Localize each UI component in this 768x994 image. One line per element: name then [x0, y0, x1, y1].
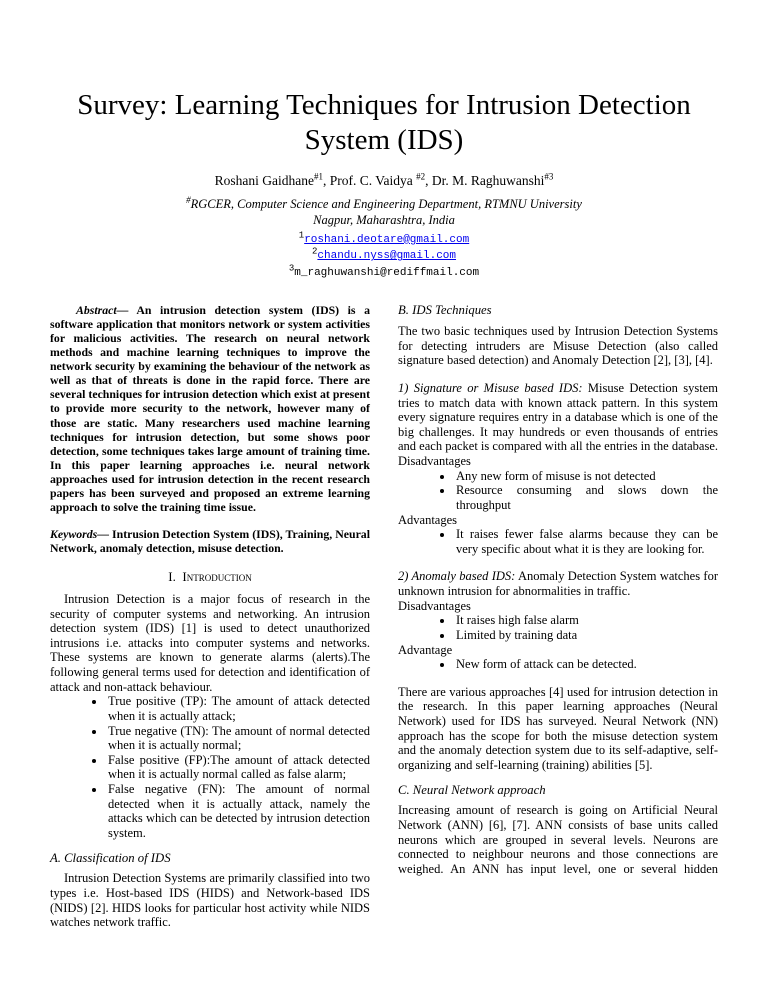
email-footnote-mark: 2: [311, 246, 318, 257]
subsection-heading-classification: A. Classification of IDS: [50, 850, 171, 865]
approaches-paragraph: There are various approaches [4] used for intrusion detection in the research. In this paper learning approaches (Neural Network) used for IDS has surveyed. Neural Network (NN) approach has the scope for both the misuse detection system and the anomaly detection system due to its self-adaptive, self-organizing and self-learning (training) abilities [5].: [398, 684, 718, 772]
abstract-paragraph: [50, 303, 370, 513]
email-footnote-mark: 1: [298, 230, 305, 241]
abstract-label: Abstract—: [76, 303, 129, 318]
disadvantages-label: Disadvantages: [398, 598, 471, 613]
email-link[interactable]: chandu.nyss@gmail.com: [317, 250, 457, 263]
email-line: [50, 232, 718, 249]
signature-disadvantages-list: [398, 469, 718, 513]
introduction-paragraph: Intrusion Detection is a major focus of research in the security of computer systems and networking. An intrusion detection system (IDS) [1] is used to detect unauthorized intrusions i.e. attacks into computer systems and networks. These systems are known to generate alarms (alerts).The following general terms used for detection and identification of attack and non-attack behaviour.: [50, 591, 370, 694]
list-item: • It raises high false alarm: [454, 613, 718, 628]
advantages-label: Advantages: [398, 512, 458, 527]
neural-network-paragraph: Increasing amount of research is going on Artificial Neural Network (ANN) [6], [7]. ANN consists of base units called neurons which are grouped in several levels. Neurons are connected to neighbour neurons and those connections are weighed. An ANN has input level, one or several hidden: [398, 803, 718, 876]
two-column-body: [50, 303, 718, 930]
paper-header: [50, 88, 718, 281]
classification-paragraph: Intrusion Detection Systems are primarily classified into two types i.e. Host-based IDS (HIDS) and Network-based IDS (NIDS) [2]. HIDS looks for particular host activity while NIDS watches network traffic.: [50, 871, 370, 930]
right-column: [398, 303, 718, 930]
affiliation-text: RGCER, Computer Science and Engineering Department, RTMNU University: [190, 196, 582, 211]
left-column: [50, 303, 370, 930]
list-item: • Limited by training data: [454, 628, 718, 643]
affiliation-line-2: [50, 212, 718, 229]
author-affiliation-mark: #1: [313, 171, 323, 182]
email-footnote-mark: 3: [288, 263, 295, 274]
author-name: Roshani Gaidhane: [214, 172, 314, 188]
keywords-text: Intrusion Detection System (IDS), Training, Neural Network, anomaly detection, misuse detection.: [50, 526, 370, 555]
list-item: • True positive (TP): The amount of attack detected when it is actually attack;: [106, 694, 370, 723]
list-item: • False positive (FP):The amount of attack detected when it is actually normal called as false alarm;: [106, 753, 370, 782]
affiliation-mark: #: [186, 194, 191, 205]
anomaly-ids-text: Anomaly Detection System watches for unknown intrusion for abnormalities in traffic.: [398, 569, 718, 599]
anomaly-ids-lead: 2) Anomaly based IDS:: [398, 569, 516, 584]
email-line: [50, 265, 718, 282]
anomaly-advantages-list: [398, 657, 718, 672]
ids-techniques-paragraph: The two basic techniques used by Intrusion Detection Systems for detecting intruders are Misuse Detection (also called signature based detection) and Anomaly Detection [2], [3], [4].: [398, 324, 718, 368]
signature-ids-text: Misuse Detection system tries to match data with known attack pattern. In this system every signature requires entry in a database which is one of the big challenges. It may hundreds or even thousands of entries and each packet is compared with all the entries in the database.: [398, 380, 719, 454]
abstract-text: An intrusion detection system (IDS) is a software application that monitors network or system activities for malicious activities. The research on neural network methods and machine learning techniques to improve the network security by examining the behaviour of the network as well as that of threats is done in the rapid force. There are several techniques for intrusion detection which exist at present to provide more security to the network, however many of those are static. Many researchers used machine learning techniques for intrusion detection, but some shows poor detection, some techniques takes large amount of training time. In this paper learning approaches i.e. neural network approaches used for intrusion detection in the recent research papers has been surveyed and proposed an extreme learning approach to solve the training time issue.: [50, 303, 370, 514]
list-item: • Any new form of misuse is not detected: [454, 469, 718, 484]
author-name: , Prof. C. Vaidya: [322, 172, 417, 188]
list-item: • True negative (TN): The amount of normal detected when it is actually normal;: [106, 724, 370, 753]
subsection-heading-ids-techniques: B. IDS Techniques: [398, 303, 492, 318]
email-block: [50, 232, 718, 282]
authors-line: [50, 173, 718, 189]
signature-ids-paragraph: [398, 381, 718, 454]
email-link[interactable]: roshani.deotare@gmail.com: [304, 233, 470, 246]
advantage-label: Advantage: [398, 642, 453, 657]
signature-advantages-list: [398, 527, 718, 556]
keywords-paragraph: [50, 527, 370, 555]
disadvantages-label: Disadvantages: [398, 454, 471, 469]
list-item: • False negative (FN): The amount of normal detected when it is actually attack, namely the attacks which can be detected by intrusion detection system.: [106, 782, 370, 841]
paper-title: Survey: Learning Techniques for Intrusion Detection System (IDS): [77, 89, 691, 157]
affiliation-city: Nagpur, Maharashtra, India: [313, 213, 455, 228]
detection-terms-list: [50, 694, 370, 840]
list-item: • Resource consuming and slows down the throughput: [454, 483, 718, 512]
email-text: m_raghuwanshi@rediffmail.com: [294, 266, 480, 279]
email-line: [50, 248, 718, 265]
author-affiliation-mark: #2: [416, 171, 426, 182]
anomaly-ids-paragraph: [398, 569, 718, 598]
signature-ids-lead: 1) Signature or Misuse based IDS:: [398, 380, 583, 395]
affiliation-line-1: [50, 196, 718, 213]
list-item: • New form of attack can be detected.: [454, 657, 718, 672]
author-name: , Dr. M. Raghuwanshi: [425, 172, 545, 188]
keywords-label: Keywords—: [50, 526, 109, 541]
section-heading-introduction: I. Introduction: [168, 568, 252, 584]
subsection-heading-neural-network: C. Neural Network approach: [398, 782, 546, 797]
author-affiliation-mark: #3: [544, 171, 554, 182]
anomaly-disadvantages-list: [398, 613, 718, 642]
list-item: • It raises fewer false alarms because they can be very specific about what it is they are looking for.: [454, 527, 718, 556]
